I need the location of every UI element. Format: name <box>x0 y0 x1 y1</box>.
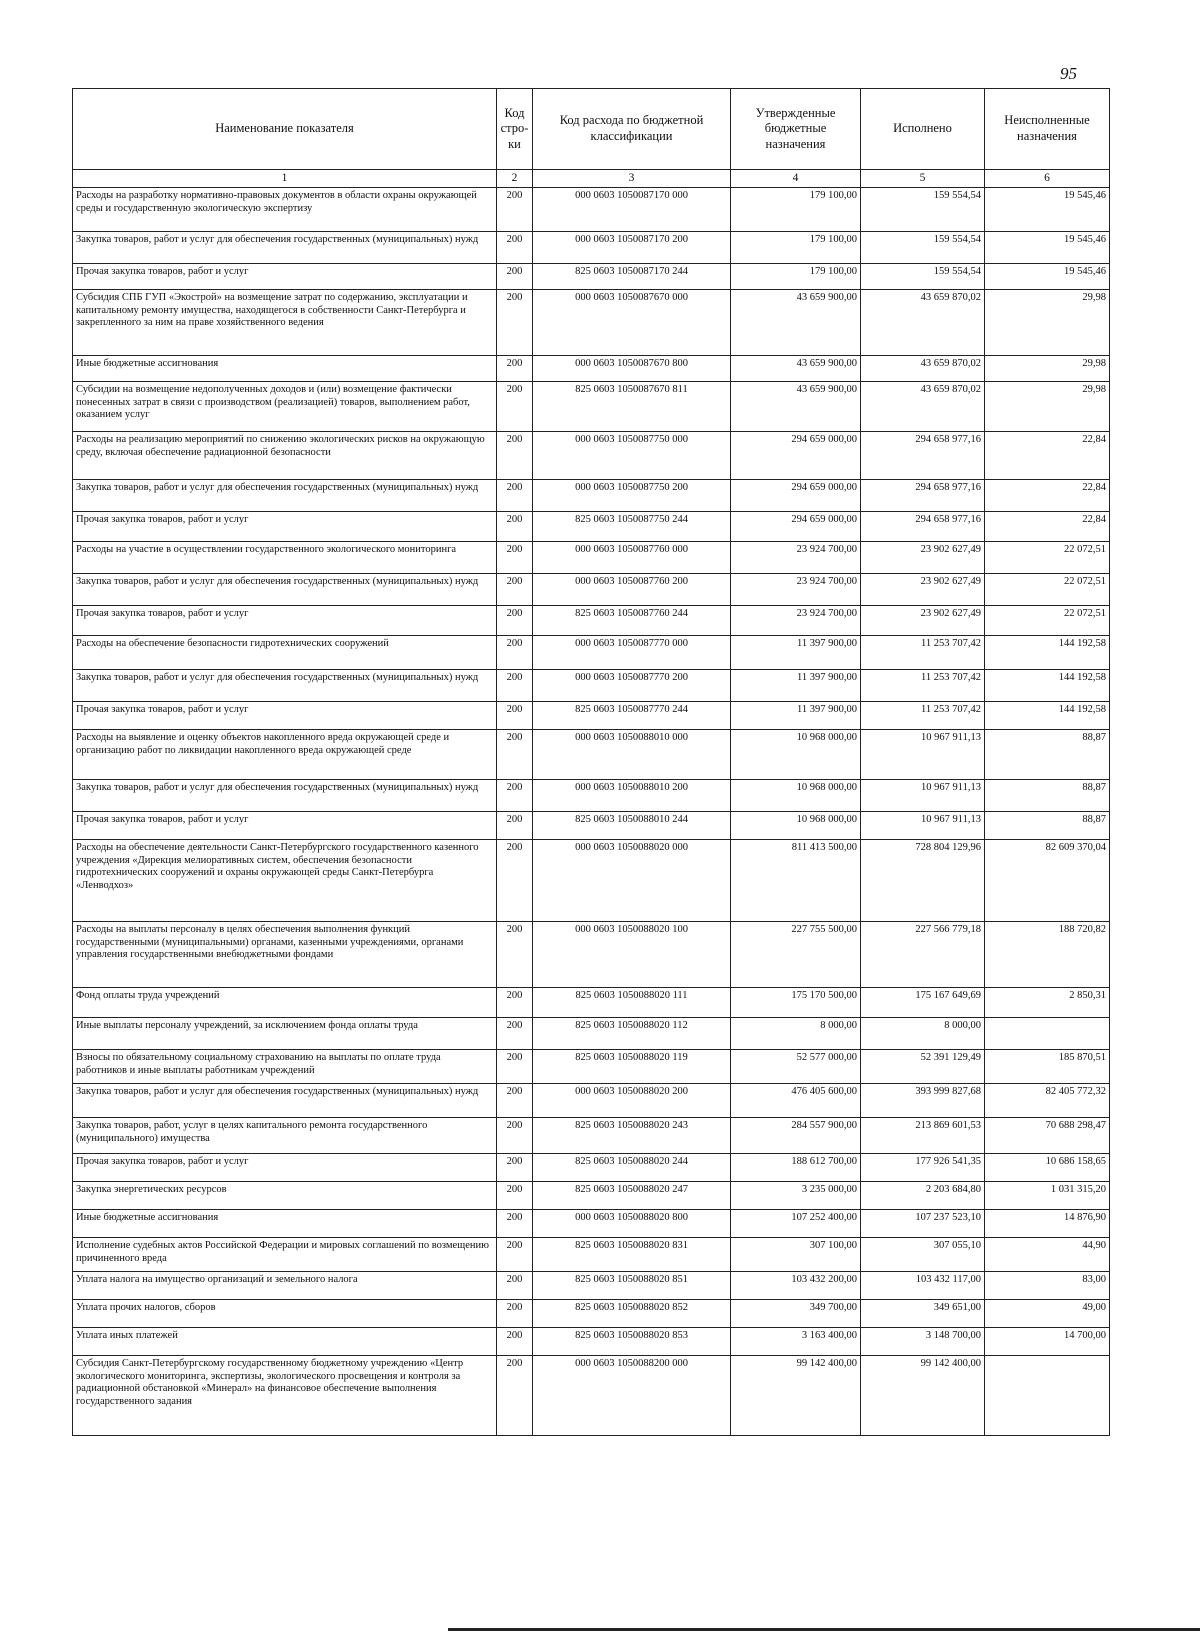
row-classification-code: 000 0603 1050087770 000 <box>533 636 731 670</box>
column-number: 1 <box>73 170 497 188</box>
row-unexecuted: 88,87 <box>985 812 1110 840</box>
row-line-code: 200 <box>497 780 533 812</box>
row-approved: 10 968 000,00 <box>731 780 861 812</box>
row-approved: 294 659 000,00 <box>731 512 861 542</box>
table-row <box>73 812 1110 840</box>
row-executed: 103 432 117,00 <box>861 1272 985 1300</box>
row-name: Закупка товаров, работ и услуг для обеспечения государственных (муниципальных) нужд <box>73 780 497 812</box>
row-classification-code: 825 0603 1050088020 243 <box>533 1118 731 1154</box>
header-line-code: Код стро-ки <box>497 89 533 170</box>
row-unexecuted: 70 688 298,47 <box>985 1118 1110 1154</box>
row-approved: 11 397 900,00 <box>731 670 861 702</box>
row-classification-code: 000 0603 1050088020 200 <box>533 1084 731 1118</box>
row-classification-code: 825 0603 1050088020 851 <box>533 1272 731 1300</box>
row-line-code: 200 <box>497 356 533 382</box>
row-classification-code: 000 0603 1050087750 000 <box>533 432 731 480</box>
row-classification-code: 825 0603 1050088010 244 <box>533 812 731 840</box>
row-approved: 179 100,00 <box>731 232 861 264</box>
row-line-code: 200 <box>497 382 533 432</box>
row-approved: 99 142 400,00 <box>731 1356 861 1436</box>
row-executed: 3 148 700,00 <box>861 1328 985 1356</box>
row-approved: 307 100,00 <box>731 1238 861 1272</box>
row-executed: 294 658 977,16 <box>861 512 985 542</box>
row-approved: 179 100,00 <box>731 264 861 290</box>
row-approved: 227 755 500,00 <box>731 922 861 988</box>
row-classification-code: 825 0603 1050088020 831 <box>533 1238 731 1272</box>
row-name: Уплата прочих налогов, сборов <box>73 1300 497 1328</box>
row-line-code: 200 <box>497 1356 533 1436</box>
row-unexecuted: 29,98 <box>985 356 1110 382</box>
row-line-code: 200 <box>497 480 533 512</box>
row-executed: 107 237 523,10 <box>861 1210 985 1238</box>
row-executed: 11 253 707,42 <box>861 702 985 730</box>
row-line-code: 200 <box>497 1154 533 1182</box>
row-name: Субсидии на возмещение недополученных доходов и (или) возмещение фактически понесенных затрат в связи с производством (реализацией) товаров, выполнением работ, оказанием услуг <box>73 382 497 432</box>
row-unexecuted: 29,98 <box>985 290 1110 356</box>
row-name: Уплата иных платежей <box>73 1328 497 1356</box>
row-unexecuted: 185 870,51 <box>985 1050 1110 1084</box>
table-row <box>73 1300 1110 1328</box>
table-row <box>73 922 1110 988</box>
row-approved: 43 659 900,00 <box>731 356 861 382</box>
row-classification-code: 825 0603 1050088020 119 <box>533 1050 731 1084</box>
row-classification-code: 000 0603 1050087760 000 <box>533 542 731 574</box>
row-unexecuted: 82 405 772,32 <box>985 1084 1110 1118</box>
row-unexecuted: 88,87 <box>985 730 1110 780</box>
row-approved: 103 432 200,00 <box>731 1272 861 1300</box>
column-number: 3 <box>533 170 731 188</box>
row-executed: 349 651,00 <box>861 1300 985 1328</box>
row-name: Расходы на обеспечение безопасности гидротехнических сооружений <box>73 636 497 670</box>
column-number-row <box>73 170 1110 188</box>
row-line-code: 200 <box>497 1050 533 1084</box>
table-row <box>73 636 1110 670</box>
row-name: Расходы на участие в осуществлении государственного экологического мониторинга <box>73 542 497 574</box>
row-line-code: 200 <box>497 988 533 1018</box>
row-name: Взносы по обязательному социальному страхованию на выплаты по оплате труда работников и иные выплаты работникам учреждений <box>73 1050 497 1084</box>
row-executed: 294 658 977,16 <box>861 432 985 480</box>
row-unexecuted: 22,84 <box>985 480 1110 512</box>
row-classification-code: 825 0603 1050088020 111 <box>533 988 731 1018</box>
row-executed: 159 554,54 <box>861 232 985 264</box>
row-line-code: 200 <box>497 1182 533 1210</box>
row-name: Закупка товаров, работ, услуг в целях капитального ремонта государственного (муниципального) имущества <box>73 1118 497 1154</box>
row-executed: 294 658 977,16 <box>861 480 985 512</box>
row-approved: 294 659 000,00 <box>731 480 861 512</box>
row-classification-code: 825 0603 1050088020 853 <box>533 1328 731 1356</box>
row-line-code: 200 <box>497 636 533 670</box>
row-approved: 349 700,00 <box>731 1300 861 1328</box>
row-executed: 10 967 911,13 <box>861 780 985 812</box>
row-approved: 23 924 700,00 <box>731 542 861 574</box>
row-approved: 11 397 900,00 <box>731 636 861 670</box>
table-row <box>73 780 1110 812</box>
row-unexecuted: 29,98 <box>985 382 1110 432</box>
row-classification-code: 000 0603 1050088200 000 <box>533 1356 731 1436</box>
row-line-code: 200 <box>497 1328 533 1356</box>
table-row <box>73 232 1110 264</box>
column-number: 6 <box>985 170 1110 188</box>
row-classification-code: 825 0603 1050088020 852 <box>533 1300 731 1328</box>
row-executed: 43 659 870,02 <box>861 290 985 356</box>
table-row <box>73 574 1110 606</box>
table-row <box>73 382 1110 432</box>
table-row <box>73 480 1110 512</box>
table-row <box>73 188 1110 232</box>
table-row <box>73 1328 1110 1356</box>
row-unexecuted: 144 192,58 <box>985 636 1110 670</box>
row-classification-code: 000 0603 1050087750 200 <box>533 480 731 512</box>
row-approved: 476 405 600,00 <box>731 1084 861 1118</box>
header-approved: Утвержденные бюджетные назначения <box>731 89 861 170</box>
row-name: Прочая закупка товаров, работ и услуг <box>73 512 497 542</box>
table-row <box>73 1050 1110 1084</box>
row-executed: 159 554,54 <box>861 264 985 290</box>
table-row <box>73 730 1110 780</box>
row-unexecuted: 88,87 <box>985 780 1110 812</box>
row-classification-code: 825 0603 1050087760 244 <box>533 606 731 636</box>
row-name: Закупка энергетических ресурсов <box>73 1182 497 1210</box>
table-row <box>73 988 1110 1018</box>
row-name: Иные выплаты персоналу учреждений, за исключением фонда оплаты труда <box>73 1018 497 1050</box>
row-unexecuted: 14 700,00 <box>985 1328 1110 1356</box>
table-row <box>73 542 1110 574</box>
row-unexecuted: 1 031 315,20 <box>985 1182 1110 1210</box>
row-executed: 43 659 870,02 <box>861 356 985 382</box>
row-executed: 10 967 911,13 <box>861 730 985 780</box>
row-name: Субсидия СПБ ГУП «Экострой» на возмещение затрат по содержанию, эксплуатации и капитальному ремонту имущества, находящегося в собственности Санкт-Петербурга и закрепленного за ним на праве хозяйственного ведения <box>73 290 497 356</box>
row-name: Фонд оплаты труда учреждений <box>73 988 497 1018</box>
row-approved: 10 968 000,00 <box>731 812 861 840</box>
row-executed: 99 142 400,00 <box>861 1356 985 1436</box>
row-executed: 175 167 649,69 <box>861 988 985 1018</box>
row-executed: 11 253 707,42 <box>861 636 985 670</box>
header-executed: Исполнено <box>861 89 985 170</box>
budget-execution-table <box>72 88 1110 1436</box>
row-classification-code: 825 0603 1050087750 244 <box>533 512 731 542</box>
row-name: Прочая закупка товаров, работ и услуг <box>73 264 497 290</box>
table-row <box>73 264 1110 290</box>
table-row <box>73 840 1110 922</box>
row-name: Прочая закупка товаров, работ и услуг <box>73 812 497 840</box>
row-name: Прочая закупка товаров, работ и услуг <box>73 702 497 730</box>
row-executed: 728 804 129,96 <box>861 840 985 922</box>
row-executed: 43 659 870,02 <box>861 382 985 432</box>
row-name: Исполнение судебных актов Российской Федерации и мировых соглашений по возмещению причиненного вреда <box>73 1238 497 1272</box>
row-executed: 11 253 707,42 <box>861 670 985 702</box>
table-row <box>73 1084 1110 1118</box>
row-line-code: 200 <box>497 1018 533 1050</box>
row-classification-code: 825 0603 1050087670 811 <box>533 382 731 432</box>
row-executed: 213 869 601,53 <box>861 1118 985 1154</box>
row-unexecuted <box>985 1018 1110 1050</box>
table-row <box>73 1238 1110 1272</box>
row-approved: 294 659 000,00 <box>731 432 861 480</box>
row-unexecuted: 2 850,31 <box>985 988 1110 1018</box>
row-approved: 188 612 700,00 <box>731 1154 861 1182</box>
row-unexecuted: 22 072,51 <box>985 606 1110 636</box>
row-name: Расходы на разработку нормативно-правовых документов в области охраны окружающей среды и государственную экологическую экспертизу <box>73 188 497 232</box>
page-number: 95 <box>1060 64 1077 83</box>
row-name: Субсидия Санкт-Петербургскому государственному бюджетному учреждению «Центр экологического мониторинга, экспертизы, экологического просвещения и контроля за радиационной обстановкой «Минерал» на финансовое обеспечение выполнения государственного задания <box>73 1356 497 1436</box>
row-unexecuted: 14 876,90 <box>985 1210 1110 1238</box>
table-row <box>73 1210 1110 1238</box>
row-name: Закупка товаров, работ и услуг для обеспечения государственных (муниципальных) нужд <box>73 232 497 264</box>
row-name: Расходы на выплаты персоналу в целях обеспечения выполнения функций государственными (муниципальными) органами, казенными учреждениями, органами управления государственными внебюджетными фондами <box>73 922 497 988</box>
row-classification-code: 000 0603 1050087670 800 <box>533 356 731 382</box>
row-line-code: 200 <box>497 290 533 356</box>
row-line-code: 200 <box>497 922 533 988</box>
table-row <box>73 432 1110 480</box>
row-classification-code: 000 0603 1050088020 000 <box>533 840 731 922</box>
row-unexecuted: 49,00 <box>985 1300 1110 1328</box>
row-name: Иные бюджетные ассигнования <box>73 1210 497 1238</box>
row-unexecuted: 22 072,51 <box>985 542 1110 574</box>
row-executed: 307 055,10 <box>861 1238 985 1272</box>
row-unexecuted: 44,90 <box>985 1238 1110 1272</box>
row-line-code: 200 <box>497 730 533 780</box>
row-executed: 10 967 911,13 <box>861 812 985 840</box>
row-executed: 177 926 541,35 <box>861 1154 985 1182</box>
table-row <box>73 670 1110 702</box>
row-executed: 393 999 827,68 <box>861 1084 985 1118</box>
row-line-code: 200 <box>497 264 533 290</box>
column-number: 4 <box>731 170 861 188</box>
row-name: Уплата налога на имущество организаций и земельного налога <box>73 1272 497 1300</box>
row-unexecuted: 19 545,46 <box>985 188 1110 232</box>
table-row <box>73 606 1110 636</box>
row-line-code: 200 <box>497 702 533 730</box>
row-executed: 227 566 779,18 <box>861 922 985 988</box>
table-row <box>73 1272 1110 1300</box>
row-approved: 811 413 500,00 <box>731 840 861 922</box>
row-unexecuted <box>985 1356 1110 1436</box>
row-executed: 23 902 627,49 <box>861 574 985 606</box>
row-name: Закупка товаров, работ и услуг для обеспечения государственных (муниципальных) нужд <box>73 574 497 606</box>
row-approved: 52 577 000,00 <box>731 1050 861 1084</box>
row-classification-code: 825 0603 1050088020 112 <box>533 1018 731 1050</box>
row-name: Прочая закупка товаров, работ и услуг <box>73 606 497 636</box>
row-line-code: 200 <box>497 1118 533 1154</box>
row-classification-code: 825 0603 1050088020 244 <box>533 1154 731 1182</box>
row-executed: 23 902 627,49 <box>861 606 985 636</box>
row-line-code: 200 <box>497 670 533 702</box>
row-executed: 2 203 684,80 <box>861 1182 985 1210</box>
row-classification-code: 000 0603 1050087760 200 <box>533 574 731 606</box>
row-line-code: 200 <box>497 188 533 232</box>
row-name: Закупка товаров, работ и услуг для обеспечения государственных (муниципальных) нужд <box>73 1084 497 1118</box>
row-line-code: 200 <box>497 812 533 840</box>
column-number: 5 <box>861 170 985 188</box>
row-unexecuted: 188 720,82 <box>985 922 1110 988</box>
row-line-code: 200 <box>497 574 533 606</box>
row-approved: 43 659 900,00 <box>731 382 861 432</box>
table-row <box>73 702 1110 730</box>
row-classification-code: 825 0603 1050087770 244 <box>533 702 731 730</box>
row-approved: 179 100,00 <box>731 188 861 232</box>
row-unexecuted: 22,84 <box>985 432 1110 480</box>
row-line-code: 200 <box>497 1238 533 1272</box>
row-executed: 159 554,54 <box>861 188 985 232</box>
row-approved: 175 170 500,00 <box>731 988 861 1018</box>
row-line-code: 200 <box>497 1084 533 1118</box>
row-approved: 3 163 400,00 <box>731 1328 861 1356</box>
header-classification-code: Код расхода по бюджетной классификации <box>533 89 731 170</box>
row-classification-code: 825 0603 1050087170 244 <box>533 264 731 290</box>
row-classification-code: 000 0603 1050088010 000 <box>533 730 731 780</box>
row-approved: 8 000,00 <box>731 1018 861 1050</box>
table-body <box>73 188 1110 1436</box>
table-row <box>73 1356 1110 1436</box>
row-unexecuted: 82 609 370,04 <box>985 840 1110 922</box>
row-executed: 8 000,00 <box>861 1018 985 1050</box>
row-executed: 23 902 627,49 <box>861 542 985 574</box>
row-approved: 284 557 900,00 <box>731 1118 861 1154</box>
table-header-row <box>73 89 1110 170</box>
column-number: 2 <box>497 170 533 188</box>
row-unexecuted: 22 072,51 <box>985 574 1110 606</box>
row-classification-code: 000 0603 1050087170 200 <box>533 232 731 264</box>
row-classification-code: 000 0603 1050087170 000 <box>533 188 731 232</box>
header-unexecuted: Неисполненные назначения <box>985 89 1110 170</box>
table-row <box>73 1018 1110 1050</box>
row-line-code: 200 <box>497 1300 533 1328</box>
row-name: Расходы на выявление и оценку объектов накопленного вреда окружающей среде и организацию работ по ликвидации накопленного вреда окружающей среде <box>73 730 497 780</box>
row-line-code: 200 <box>497 606 533 636</box>
bottom-rule <box>448 1628 1200 1631</box>
row-unexecuted: 83,00 <box>985 1272 1110 1300</box>
row-line-code: 200 <box>497 1272 533 1300</box>
row-classification-code: 000 0603 1050087670 000 <box>533 290 731 356</box>
row-name: Закупка товаров, работ и услуг для обеспечения государственных (муниципальных) нужд <box>73 480 497 512</box>
row-classification-code: 825 0603 1050088020 247 <box>533 1182 731 1210</box>
row-line-code: 200 <box>497 232 533 264</box>
row-classification-code: 000 0603 1050087770 200 <box>533 670 731 702</box>
row-unexecuted: 144 192,58 <box>985 670 1110 702</box>
row-name: Расходы на обеспечение деятельности Санкт-Петербургского государственного казенного учреждения «Дирекция мелиоративных систем, обеспечения безопасности гидротехнических сооружений и охраны окружающей среды Санкт-Петербурга «Ленводхоз» <box>73 840 497 922</box>
row-name: Закупка товаров, работ и услуг для обеспечения государственных (муниципальных) нужд <box>73 670 497 702</box>
row-line-code: 200 <box>497 840 533 922</box>
table-row <box>73 356 1110 382</box>
row-name: Расходы на реализацию мероприятий по снижению экологических рисков на окружающую среду, включая обеспечение радиационной безопасности <box>73 432 497 480</box>
row-classification-code: 000 0603 1050088020 800 <box>533 1210 731 1238</box>
row-unexecuted: 22,84 <box>985 512 1110 542</box>
row-unexecuted: 144 192,58 <box>985 702 1110 730</box>
row-approved: 107 252 400,00 <box>731 1210 861 1238</box>
table-row <box>73 1154 1110 1182</box>
row-approved: 11 397 900,00 <box>731 702 861 730</box>
row-unexecuted: 19 545,46 <box>985 264 1110 290</box>
row-approved: 23 924 700,00 <box>731 574 861 606</box>
row-line-code: 200 <box>497 512 533 542</box>
row-approved: 10 968 000,00 <box>731 730 861 780</box>
row-line-code: 200 <box>497 542 533 574</box>
row-unexecuted: 10 686 158,65 <box>985 1154 1110 1182</box>
row-classification-code: 000 0603 1050088010 200 <box>533 780 731 812</box>
row-unexecuted: 19 545,46 <box>985 232 1110 264</box>
header-indicator-name: Наименование показателя <box>73 89 497 170</box>
table-row <box>73 512 1110 542</box>
row-name: Прочая закупка товаров, работ и услуг <box>73 1154 497 1182</box>
row-line-code: 200 <box>497 1210 533 1238</box>
table-row <box>73 1182 1110 1210</box>
row-approved: 43 659 900,00 <box>731 290 861 356</box>
row-executed: 52 391 129,49 <box>861 1050 985 1084</box>
row-approved: 23 924 700,00 <box>731 606 861 636</box>
row-name: Иные бюджетные ассигнования <box>73 356 497 382</box>
table-row <box>73 1118 1110 1154</box>
row-line-code: 200 <box>497 432 533 480</box>
table-row <box>73 290 1110 356</box>
row-approved: 3 235 000,00 <box>731 1182 861 1210</box>
row-classification-code: 000 0603 1050088020 100 <box>533 922 731 988</box>
